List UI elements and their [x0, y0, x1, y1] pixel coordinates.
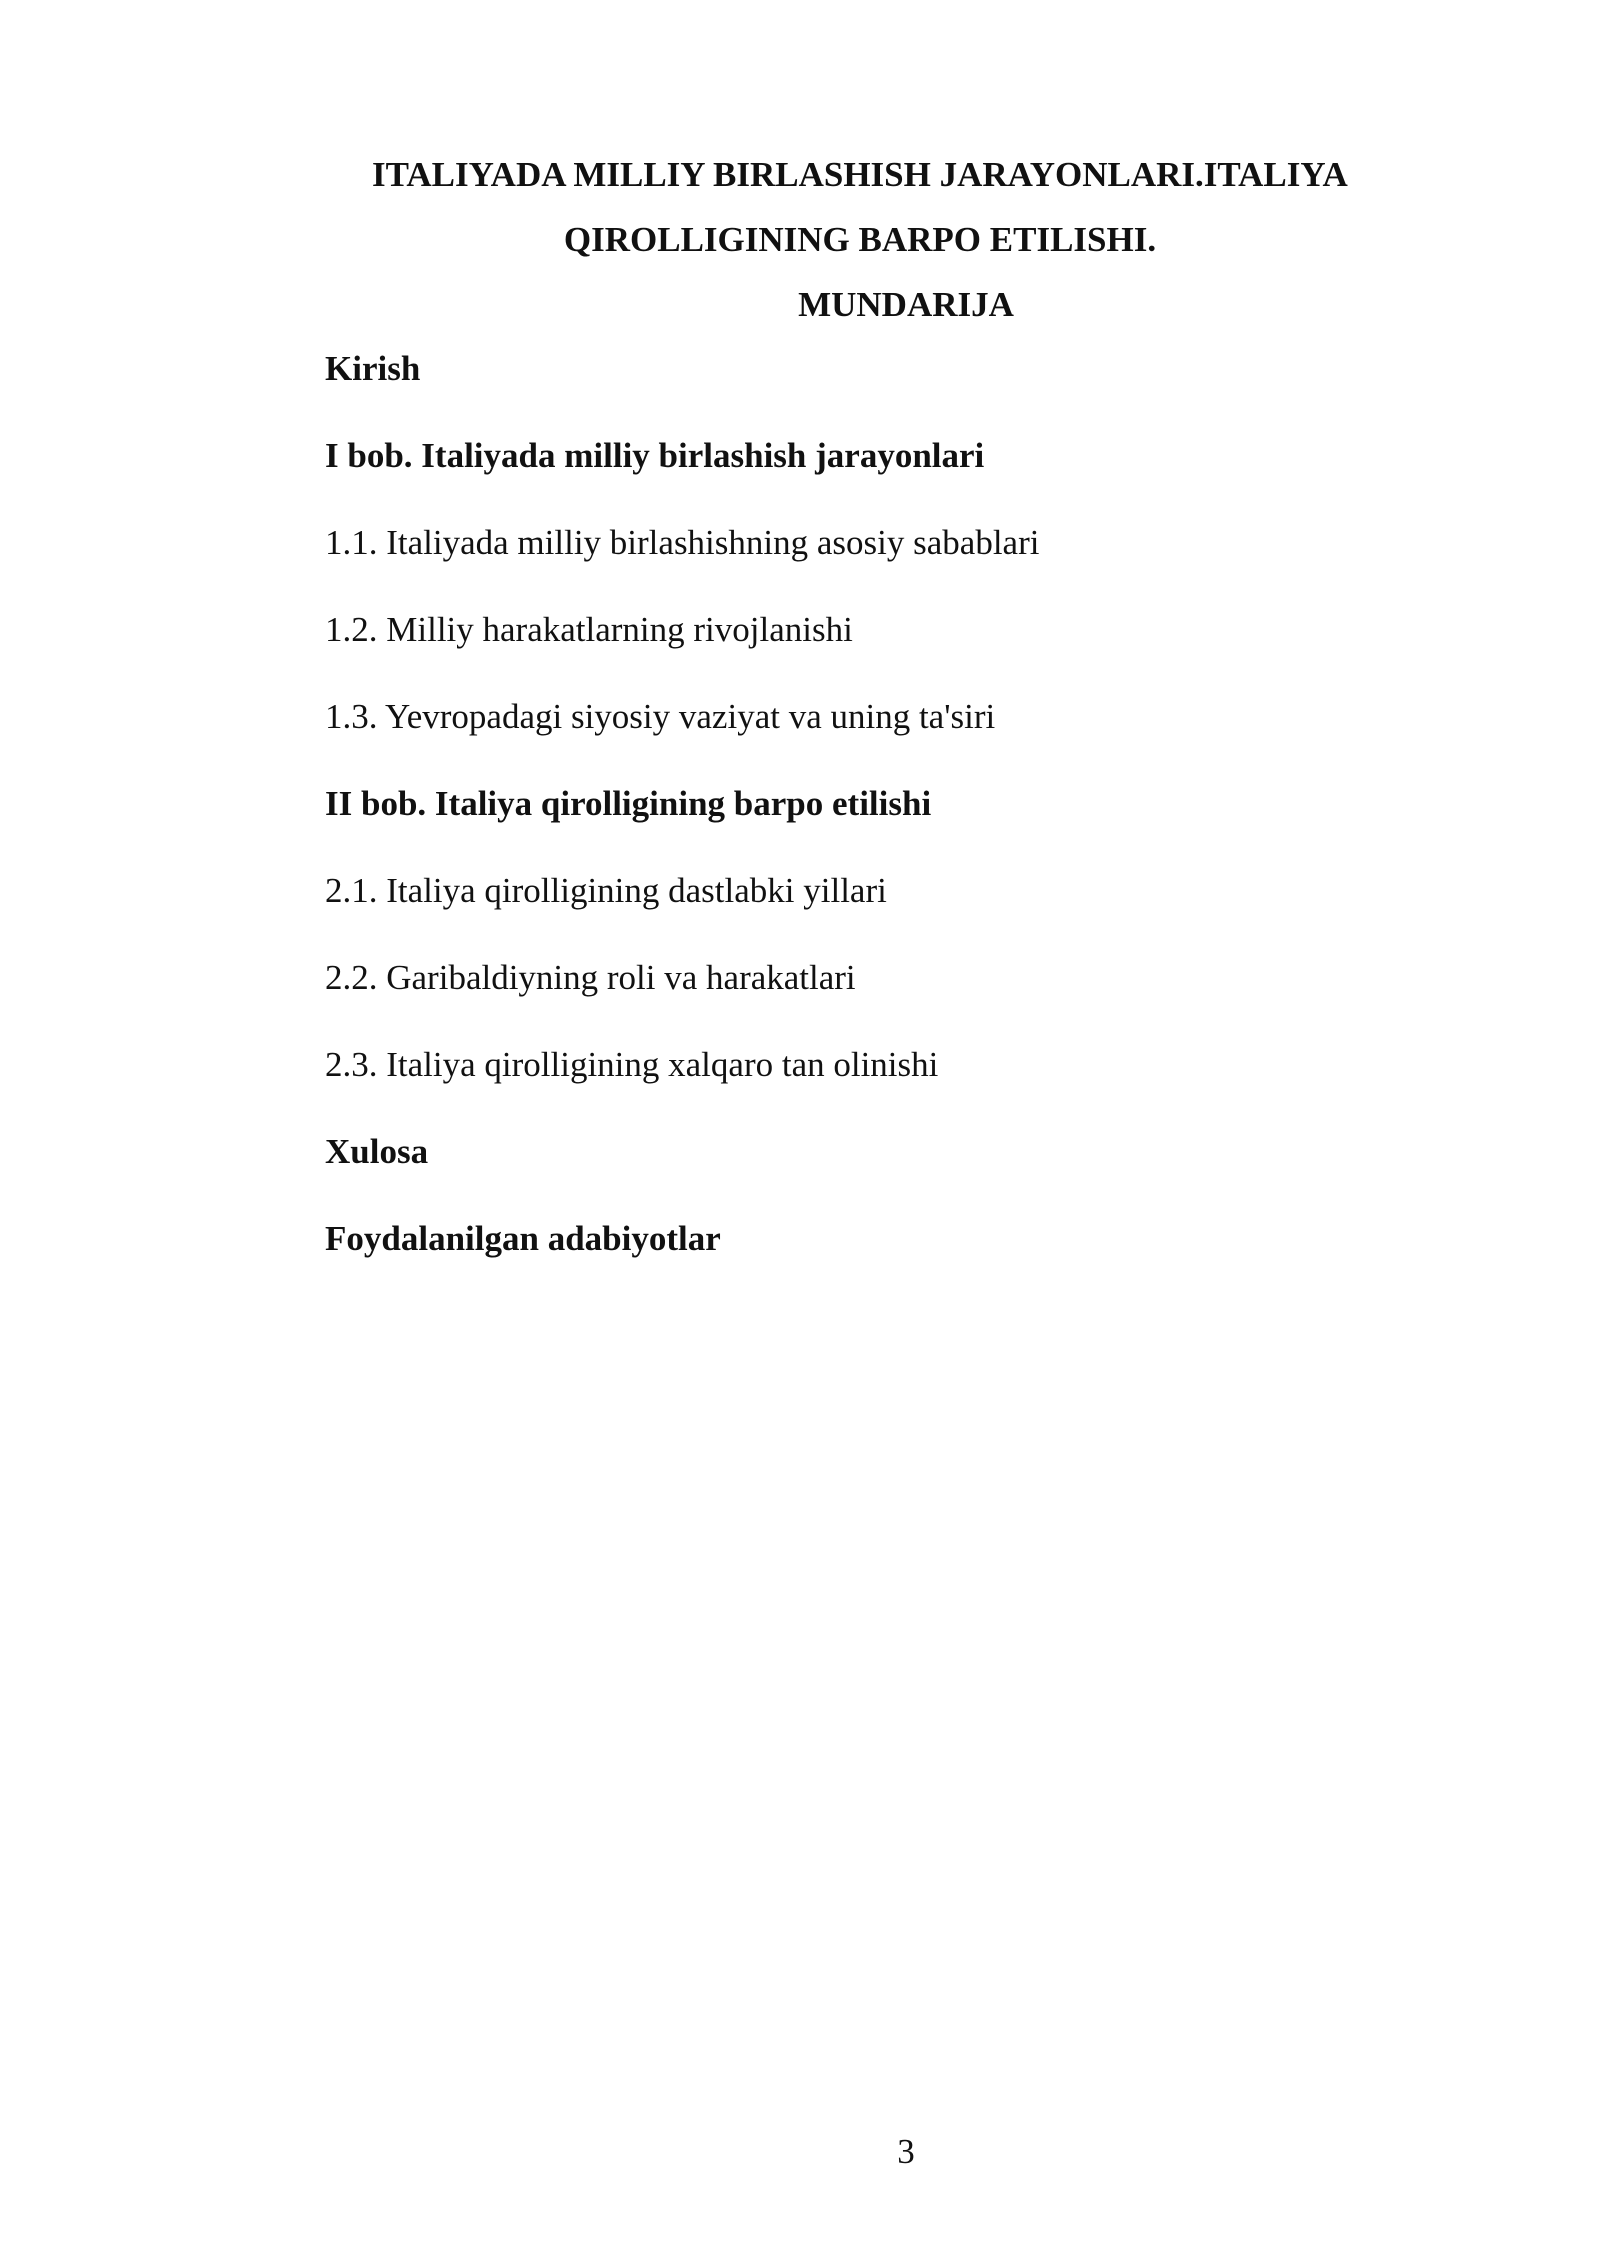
toc-item-2-2: 2.2. Garibaldiyning roli va harakatlari: [325, 958, 856, 997]
toc-item-1-1: 1.1. Italiyada milliy birlashishning asosiy sabablari: [325, 523, 1040, 562]
document-title-line-1: ITALIYADA MILLIY BIRLASHISH JARAYONLARI.ITALIYA: [372, 155, 1348, 194]
toc-item-1-3: 1.3. Yevropadagi siyosiy vaziyat va uning ta'siri: [325, 697, 996, 736]
toc-item-references: Foydalanilgan adabiyotlar: [325, 1219, 721, 1258]
document-title-line-2: QIROLLIGINING BARPO ETILISHI.: [563, 220, 1157, 259]
toc-item-chapter-2: II bob. Italiya qirolligining barpo etilishi: [325, 784, 932, 823]
toc-item-2-1: 2.1. Italiya qirolligining dastlabki yillari: [325, 871, 887, 910]
toc-item-chapter-1: I bob. Italiyada milliy birlashish jarayonlari: [325, 436, 985, 475]
toc-item-kirish: Kirish: [325, 349, 421, 388]
toc-item-xulosa: Xulosa: [325, 1132, 429, 1171]
toc-item-1-2: 1.2. Milliy harakatlarning rivojlanishi: [325, 610, 853, 649]
toc-item-2-3: 2.3. Italiya qirolligining xalqaro tan olinishi: [325, 1045, 939, 1084]
page-number: 3: [897, 2132, 915, 2171]
toc-heading: MUNDARIJA: [798, 285, 1014, 324]
